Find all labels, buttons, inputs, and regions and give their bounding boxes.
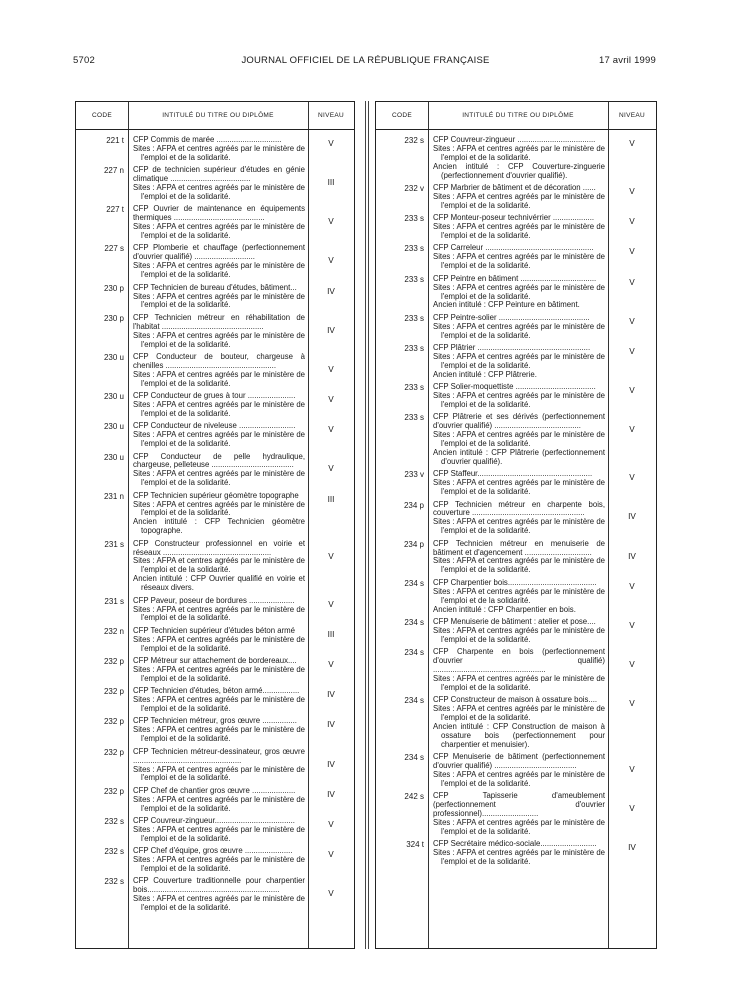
header-code: CODE xyxy=(92,112,112,119)
diploma-title: CFP Paveur, poseur de bordures ..................... xyxy=(133,595,295,605)
diploma-intitule xyxy=(433,136,605,181)
diploma-title: CFP Staffeur..................................................... xyxy=(433,469,593,479)
diploma-code: 233 s xyxy=(404,313,424,323)
diploma-title: CFP Conducteur de bouteur, chargeuse à chenilles ................................................... xyxy=(133,351,305,370)
diploma-former-title: Ancien intitulé : CFP Technicien géomètre topographe. xyxy=(133,517,305,536)
diploma-table-right xyxy=(375,101,657,949)
table-row xyxy=(376,136,656,181)
diploma-intitule xyxy=(133,353,305,389)
diploma-intitule xyxy=(433,501,605,537)
diploma-code: 242 s xyxy=(404,792,424,802)
diploma-level: IV xyxy=(327,720,335,730)
diploma-code: 234 s xyxy=(404,617,424,627)
diploma-intitule xyxy=(433,275,605,311)
diploma-sites: Sites : AFPA et centres agréés par le ministère de l'emploi et de la solidarité. xyxy=(133,725,305,744)
diploma-code: 234 s xyxy=(404,648,424,658)
diploma-level: IV xyxy=(628,512,636,522)
diploma-sites: Sites : AFPA et centres agréés par le ministère de l'emploi et de la solidarité. xyxy=(433,391,605,409)
diploma-sites: Sites : AFPA et centres agréés par le ministère de l'emploi et de la solidarité. xyxy=(133,824,305,843)
diploma-intitule xyxy=(433,648,605,693)
table-row xyxy=(376,579,656,615)
diploma-code: 232 s xyxy=(404,136,424,145)
diploma-code: 227 t xyxy=(106,205,124,215)
diploma-title: CFP Technicien supérieur géomètre topographe xyxy=(133,490,299,500)
table-row xyxy=(376,314,656,341)
diploma-sites: Sites : AFPA et centres agréés par le ministère de l'emploi et de la solidarité. xyxy=(133,794,305,813)
diploma-former-title: Ancien intitulé : CFP Ouvrier qualifié en voirie et réseaux divers. xyxy=(133,574,305,593)
diploma-level: V xyxy=(328,660,334,670)
header-niveau: NIVEAU xyxy=(618,112,645,119)
diploma-title: CFP Solier-moquettiste ..................................... xyxy=(433,382,596,392)
diploma-code: 233 s xyxy=(404,413,424,423)
diploma-title: CFP Peintre-solier .......................................... xyxy=(433,312,590,322)
diploma-level: V xyxy=(328,551,334,561)
table-row xyxy=(376,344,656,380)
diploma-title: CFP Charpente en bois (perfectionnement d'ouvrier qualifié) .................................................... xyxy=(433,647,605,674)
table-row xyxy=(76,717,354,744)
diploma-title: CFP Monteur-poseur technivérrier ................... xyxy=(433,213,595,223)
diploma-level: V xyxy=(328,364,334,374)
diploma-intitule xyxy=(133,453,305,489)
diploma-intitule xyxy=(433,184,605,211)
table-row xyxy=(376,840,656,867)
diploma-intitule xyxy=(433,383,605,410)
diploma-code: 230 p xyxy=(103,313,124,323)
diploma-intitule xyxy=(133,597,305,624)
diploma-title: CFP Chef d'équipe, gros œuvre ...................... xyxy=(133,846,293,856)
diploma-sites: Sites : AFPA et centres agréés par le ministère de l'emploi et de la solidarité. xyxy=(433,586,605,605)
diploma-title: CFP Technicien métreur en menuiserie de bâtiment et d'agencement ............................... xyxy=(433,538,605,557)
diploma-sites: Sites : AFPA et centres agréés par le ministère de l'emploi et de la solidarité. xyxy=(133,664,305,683)
table-header xyxy=(76,102,354,130)
diploma-sites: Sites : AFPA et centres agréés par le ministère de l'emploi et de la solidarité. xyxy=(433,848,605,867)
diploma-level: IV xyxy=(327,325,335,335)
table-row xyxy=(76,422,354,449)
diploma-intitule xyxy=(133,717,305,744)
diploma-title: CFP Couverture traditionnelle pour charpentier bois............................................................. xyxy=(133,876,305,895)
diploma-code: 233 s xyxy=(404,344,424,354)
table-row xyxy=(76,748,354,784)
table-row xyxy=(76,657,354,684)
diploma-title: CFP Menuiserie de bâtiment (perfectionnement d'ouvrier qualifié) ...................................... xyxy=(433,752,605,770)
diploma-level: III xyxy=(327,629,335,639)
diploma-intitule xyxy=(433,840,605,867)
column-separator xyxy=(365,101,366,949)
diploma-intitule xyxy=(133,244,305,280)
diploma-level: V xyxy=(629,660,635,670)
column-separator xyxy=(368,101,369,949)
diploma-title: CFP de technicien supérieur d'études en génie climatique ..................................... xyxy=(133,165,305,184)
diploma-level: III xyxy=(327,178,335,188)
diploma-code: 232 p xyxy=(103,687,124,697)
diploma-code: 231 s xyxy=(104,596,124,606)
diploma-sites: Sites : AFPA et centres agréés par le ministère de l'emploi et de la solidarité. xyxy=(433,351,605,370)
diploma-title: CFP Constructeur professionnel en voirie et réseaux .................................................. xyxy=(133,538,305,557)
diploma-intitule xyxy=(133,392,305,419)
diploma-title: CFP Constructeur de maison à ossature bois.... xyxy=(433,695,598,705)
diploma-sites: Sites : AFPA et centres agréés par le ministère de l'emploi et de la solidarité. xyxy=(133,430,305,449)
diploma-title: CFP Tapisserie d'ameublement (perfectionnement d'ouvrier professionnel).......................... xyxy=(433,791,605,819)
table-row xyxy=(376,470,656,497)
diploma-level: IV xyxy=(327,286,335,296)
diploma-level: V xyxy=(328,889,334,899)
diploma-intitule xyxy=(133,492,305,537)
table-header xyxy=(376,102,656,130)
diploma-sites: Sites : AFPA et centres agréés par le ministère de l'emploi et de la solidarité. xyxy=(133,764,305,783)
diploma-sites: Sites : AFPA et centres agréés par le ministère de l'emploi et de la solidarité. xyxy=(433,222,605,241)
diploma-level: V xyxy=(629,620,635,630)
diploma-level: V xyxy=(629,316,635,326)
diploma-sites: Sites : AFPA et centres agréés par le ministère de l'emploi et de la solidarité. xyxy=(433,817,605,836)
diploma-title: CFP Technicien métreur, gros œuvre ................ xyxy=(133,716,297,726)
diploma-sites: Sites : AFPA et centres agréés par le ministère de l'emploi et de la solidarité. xyxy=(433,704,605,722)
diploma-code: 232 s xyxy=(104,817,124,827)
diploma-intitule xyxy=(433,696,605,749)
diploma-code: 234 p xyxy=(403,539,424,549)
diploma-intitule xyxy=(433,413,605,466)
diploma-intitule xyxy=(433,470,605,497)
diploma-level: V xyxy=(328,217,334,227)
diploma-title: CFP Menuiserie de bâtiment : atelier et pose.... xyxy=(433,616,596,626)
diploma-title: CFP Couvreur-zingueur..................................... xyxy=(133,816,295,826)
diploma-sites: Sites : AFPA et centres agréés par le ministère de l'emploi et de la solidarité. xyxy=(133,291,305,310)
diploma-level: V xyxy=(629,699,635,709)
diploma-code: 234 s xyxy=(404,578,424,588)
diploma-intitule xyxy=(133,314,305,350)
table-row xyxy=(376,792,656,837)
diploma-intitule xyxy=(433,579,605,615)
diploma-sites: Sites : AFPA et centres agréés par le ministère de l'emploi et de la solidarité. xyxy=(133,695,305,714)
diploma-intitule xyxy=(133,748,305,784)
diploma-intitule xyxy=(133,422,305,449)
diploma-level: V xyxy=(328,395,334,405)
diploma-sites: Sites : AFPA et centres agréés par le ministère de l'emploi et de la solidarité. xyxy=(133,183,305,201)
diploma-title: CFP Plâtrerie et ses dérivés (perfectionnement d'ouvrier qualifié) ........................................ xyxy=(433,412,605,431)
table-row xyxy=(76,284,354,311)
table-row xyxy=(76,597,354,624)
diploma-sites: Sites : AFPA et centres agréés par le ministère de l'emploi et de la solidarité. xyxy=(433,556,605,575)
diploma-former-title: Ancien intitulé : CFP Charpentier en bois. xyxy=(433,604,576,614)
diploma-former-title: Ancien intitulé : CFP Couverture-zinguerie (perfectionnement d'ouvrier qualifié). xyxy=(433,161,605,180)
diploma-intitule xyxy=(133,284,305,311)
diploma-sites: Sites : AFPA et centres agréés par le ministère de l'emploi et de la solidarité. xyxy=(433,769,605,788)
diploma-intitule xyxy=(133,877,305,913)
diploma-sites: Sites : AFPA et centres agréés par le ministère de l'emploi et de la solidarité. xyxy=(433,430,605,449)
diploma-former-title: Ancien intitulé : CFP Plâtrerie. xyxy=(433,369,537,379)
diploma-intitule xyxy=(133,136,305,163)
diploma-title: CFP Technicien d'études, béton armé................. xyxy=(133,686,300,696)
diploma-sites: Sites : AFPA et centres agréés par le ministère de l'emploi et de la solidarité. xyxy=(133,222,305,241)
table-row xyxy=(76,453,354,489)
table-row xyxy=(76,787,354,814)
diploma-level: IV xyxy=(327,690,335,700)
diploma-code: 234 s xyxy=(404,696,424,706)
diploma-title: CFP Commis de marée .............................. xyxy=(133,135,282,144)
diploma-intitule xyxy=(133,540,305,593)
diploma-title: CFP Charpentier bois......................................... xyxy=(433,577,597,587)
diploma-sites: Sites : AFPA et centres agréés par le ministère de l'emploi et de la solidarité. xyxy=(133,499,305,518)
diploma-title: CFP Technicien supérieur d'études béton armé xyxy=(133,625,295,635)
diploma-sites: Sites : AFPA et centres agréés par le ministère de l'emploi et de la solidarité. xyxy=(433,517,605,536)
table-row xyxy=(376,753,656,789)
diploma-code: 232 p xyxy=(103,786,124,796)
diploma-level: V xyxy=(629,217,635,227)
diploma-code: 230 p xyxy=(103,283,124,293)
diploma-sites: Sites : AFPA et centres agréés par le ministère de l'emploi et de la solidarité. xyxy=(433,191,605,210)
publication-date: 17 avril 1999 xyxy=(599,55,656,66)
diploma-level: V xyxy=(629,139,635,148)
diploma-title: CFP Plomberie et chauffage (perfectionnement d'ouvrier qualifié) ............................ xyxy=(133,243,305,262)
table-row xyxy=(76,847,354,874)
diploma-intitule xyxy=(133,627,305,654)
diploma-code: 233 s xyxy=(404,214,424,224)
diploma-level: IV xyxy=(628,551,636,561)
header-code: CODE xyxy=(392,112,412,119)
diploma-sites: Sites : AFPA et centres agréés par le ministère de l'emploi et de la solidarité. xyxy=(133,369,305,388)
diploma-code: 232 v xyxy=(404,184,424,194)
diploma-sites: Sites : AFPA et centres agréés par le ministère de l'emploi et de la solidarité. xyxy=(133,604,305,623)
diploma-sites: Sites : AFPA et centres agréés par le ministère de l'emploi et de la solidarité. xyxy=(433,282,605,301)
diploma-intitule xyxy=(433,618,605,645)
diploma-code: 231 s xyxy=(104,539,124,549)
diploma-level: V xyxy=(629,277,635,287)
diploma-title: CFP Secrétaire médico-sociale.......................... xyxy=(433,839,597,849)
diploma-former-title: Ancien intitulé : CFP Construction de maison à ossature bois (perfectionnement pour charpentier et menuisier). xyxy=(433,721,605,749)
diploma-level: V xyxy=(328,820,334,830)
table-row xyxy=(76,392,354,419)
table-row xyxy=(376,696,656,749)
diploma-code: 233 s xyxy=(404,274,424,284)
diploma-code: 230 u xyxy=(103,452,124,462)
diploma-code: 232 p xyxy=(103,747,124,757)
diploma-sites: Sites : AFPA et centres agréés par le ministère de l'emploi et de la solidarité. xyxy=(433,143,605,162)
table-row xyxy=(376,618,656,645)
diploma-sites: Sites : AFPA et centres agréés par le ministère de l'emploi et de la solidarité. xyxy=(133,143,305,162)
table-row xyxy=(76,205,354,241)
diploma-code: 227 n xyxy=(103,166,124,176)
diploma-sites: Sites : AFPA et centres agréés par le ministère de l'emploi et de la solidarité. xyxy=(133,261,305,280)
diploma-title: CFP Chef de chantier gros œuvre .................... xyxy=(133,785,296,795)
diploma-sites: Sites : AFPA et centres agréés par le ministère de l'emploi et de la solidarité. xyxy=(133,330,305,349)
diploma-sites: Sites : AFPA et centres agréés par le ministère de l'emploi et de la solidarité. xyxy=(433,321,605,340)
diploma-level: V xyxy=(629,425,635,435)
table-row xyxy=(76,314,354,350)
diploma-intitule xyxy=(133,657,305,684)
diploma-former-title: Ancien intitulé : CFP Plâtrerie (perfectionnement d'ouvrier qualifié). xyxy=(433,448,605,466)
diploma-level: V xyxy=(328,425,334,435)
diploma-code: 230 u xyxy=(103,392,124,402)
table-row xyxy=(76,244,354,280)
page-number: 5702 xyxy=(73,55,95,66)
diploma-intitule xyxy=(133,817,305,844)
diploma-sites: Sites : AFPA et centres agréés par le ministère de l'emploi et de la solidarité. xyxy=(433,252,605,271)
journal-title: JOURNAL OFFICIEL DE LA RÉPUBLIQUE FRANÇAISE xyxy=(241,55,490,66)
table-body xyxy=(76,136,354,917)
diploma-code: 233 s xyxy=(404,383,424,393)
header-intitule: INTITULÉ DU TITRE OU DIPLÔME xyxy=(462,112,574,119)
diploma-sites: Sites : AFPA et centres agréés par le ministère de l'emploi et de la solidarité. xyxy=(133,469,305,488)
diploma-code: 230 u xyxy=(103,422,124,432)
table-row xyxy=(376,648,656,693)
table-row xyxy=(376,413,656,466)
diploma-intitule xyxy=(433,314,605,341)
diploma-code: 232 p xyxy=(103,717,124,727)
diploma-level: V xyxy=(328,256,334,266)
diploma-intitule xyxy=(433,244,605,271)
diploma-intitule xyxy=(133,847,305,874)
diploma-level: IV xyxy=(327,789,335,799)
table-row xyxy=(76,136,354,163)
diploma-sites: Sites : AFPA et centres agréés par le ministère de l'emploi et de la solidarité. xyxy=(433,478,605,497)
diploma-title: CFP Technicien de bureau d'études, bâtiment... xyxy=(133,282,297,292)
diploma-sites: Sites : AFPA et centres agréés par le ministère de l'emploi et de la solidarité. xyxy=(133,855,305,874)
header-intitule: INTITULÉ DU TITRE OU DIPLÔME xyxy=(162,112,274,119)
diploma-title: CFP Carreleur .................................................. xyxy=(433,243,594,253)
diploma-title: CFP Conducteur de niveleuse .......................... xyxy=(133,421,296,431)
diploma-code: 221 t xyxy=(106,136,124,145)
diploma-level: V xyxy=(629,187,635,197)
diploma-code: 324 t xyxy=(406,840,424,850)
table-row xyxy=(76,817,354,844)
diploma-level: V xyxy=(328,850,334,860)
table-row xyxy=(76,627,354,654)
diploma-title: CFP Technicien métreur en réhabilitation de l'habitat ............................................... xyxy=(133,312,305,331)
diploma-code: 232 s xyxy=(104,847,124,857)
table-row xyxy=(376,184,656,211)
diploma-code: 232 s xyxy=(104,877,124,887)
diploma-title: CFP Conducteur de grues à tour ...................... xyxy=(133,391,296,401)
diploma-code: 227 s xyxy=(104,244,124,254)
table-row xyxy=(76,877,354,913)
diploma-table-left xyxy=(75,101,355,949)
diploma-level: V xyxy=(629,347,635,357)
diploma-sites: Sites : AFPA et centres agréés par le ministère de l'emploi et de la solidarité. xyxy=(133,556,305,575)
diploma-title: CFP Conducteur de pelle hydraulique, chargeuse, pelleteuse ...................................... xyxy=(133,451,305,470)
table-row xyxy=(76,540,354,593)
diploma-level: V xyxy=(629,804,635,814)
diploma-title: CFP Marbrier de bâtiment et de décoration ...... xyxy=(433,183,596,193)
diploma-level: V xyxy=(328,599,334,609)
diploma-intitule xyxy=(433,540,605,576)
table-row xyxy=(376,501,656,537)
diploma-sites: Sites : AFPA et centres agréés par le ministère de l'emploi et de la solidarité. xyxy=(433,673,605,692)
diploma-code: 231 n xyxy=(103,491,124,501)
diploma-code: 233 v xyxy=(404,470,424,480)
diploma-intitule xyxy=(133,687,305,714)
diploma-level: V xyxy=(629,473,635,483)
diploma-former-title: Ancien intitulé : CFP Peinture en bâtiment. xyxy=(433,300,580,310)
diploma-title: CFP Plâtrier .................................................... xyxy=(433,343,591,353)
table-row xyxy=(376,540,656,576)
diploma-level: V xyxy=(629,386,635,396)
table-row xyxy=(76,687,354,714)
diploma-intitule xyxy=(133,205,305,241)
table-row xyxy=(376,383,656,410)
diploma-intitule xyxy=(133,787,305,814)
diploma-title: CFP Technicien métreur-dessinateur, gros œuvre .................................................. xyxy=(133,746,305,765)
diploma-code: 233 s xyxy=(404,244,424,254)
diploma-sites: Sites : AFPA et centres agréés par le ministère de l'emploi et de la solidarité. xyxy=(433,625,605,644)
diploma-title: CFP Métreur sur attachement de bordereaux.... xyxy=(133,656,297,666)
diploma-level: V xyxy=(328,464,334,474)
diploma-level: III xyxy=(327,494,335,504)
diploma-code: 234 p xyxy=(403,500,424,510)
diploma-level: IV xyxy=(327,759,335,769)
diploma-intitule xyxy=(433,344,605,380)
diploma-code: 234 s xyxy=(404,753,424,763)
diploma-level: V xyxy=(629,581,635,591)
diploma-sites: Sites : AFPA et centres agréés par le ministère de l'emploi et de la solidarité. xyxy=(133,894,305,913)
diploma-intitule xyxy=(433,214,605,241)
diploma-title: CFP Couvreur-zingueur .................................... xyxy=(433,135,596,144)
diploma-title: CFP Ouvrier de maintenance en équipements thermiques .......................................... xyxy=(133,204,305,223)
diploma-level: V xyxy=(328,139,334,148)
table-row xyxy=(76,492,354,537)
diploma-level: V xyxy=(629,247,635,257)
table-row xyxy=(376,275,656,311)
diploma-intitule xyxy=(133,166,305,202)
diploma-code: 232 p xyxy=(103,657,124,667)
diploma-sites: Sites : AFPA et centres agréés par le ministère de l'emploi et de la solidarité. xyxy=(133,634,305,653)
table-row xyxy=(376,214,656,241)
diploma-level: V xyxy=(629,764,635,774)
diploma-level: IV xyxy=(628,843,636,853)
diploma-title: CFP Technicien métreur en charpente bois, couverture .................................................... xyxy=(433,499,605,518)
table-row xyxy=(76,166,354,202)
diploma-intitule xyxy=(433,753,605,789)
diploma-title: CFP Peintre en bâtiment ................................... xyxy=(433,273,597,283)
diploma-code: 232 n xyxy=(103,626,124,636)
table-row xyxy=(76,353,354,389)
table-body xyxy=(376,136,656,870)
header-niveau: NIVEAU xyxy=(317,112,344,119)
table-row xyxy=(376,244,656,271)
diploma-sites: Sites : AFPA et centres agréés par le ministère de l'emploi et de la solidarité. xyxy=(133,399,305,418)
diploma-code: 230 u xyxy=(103,352,124,362)
diploma-intitule xyxy=(433,792,605,837)
